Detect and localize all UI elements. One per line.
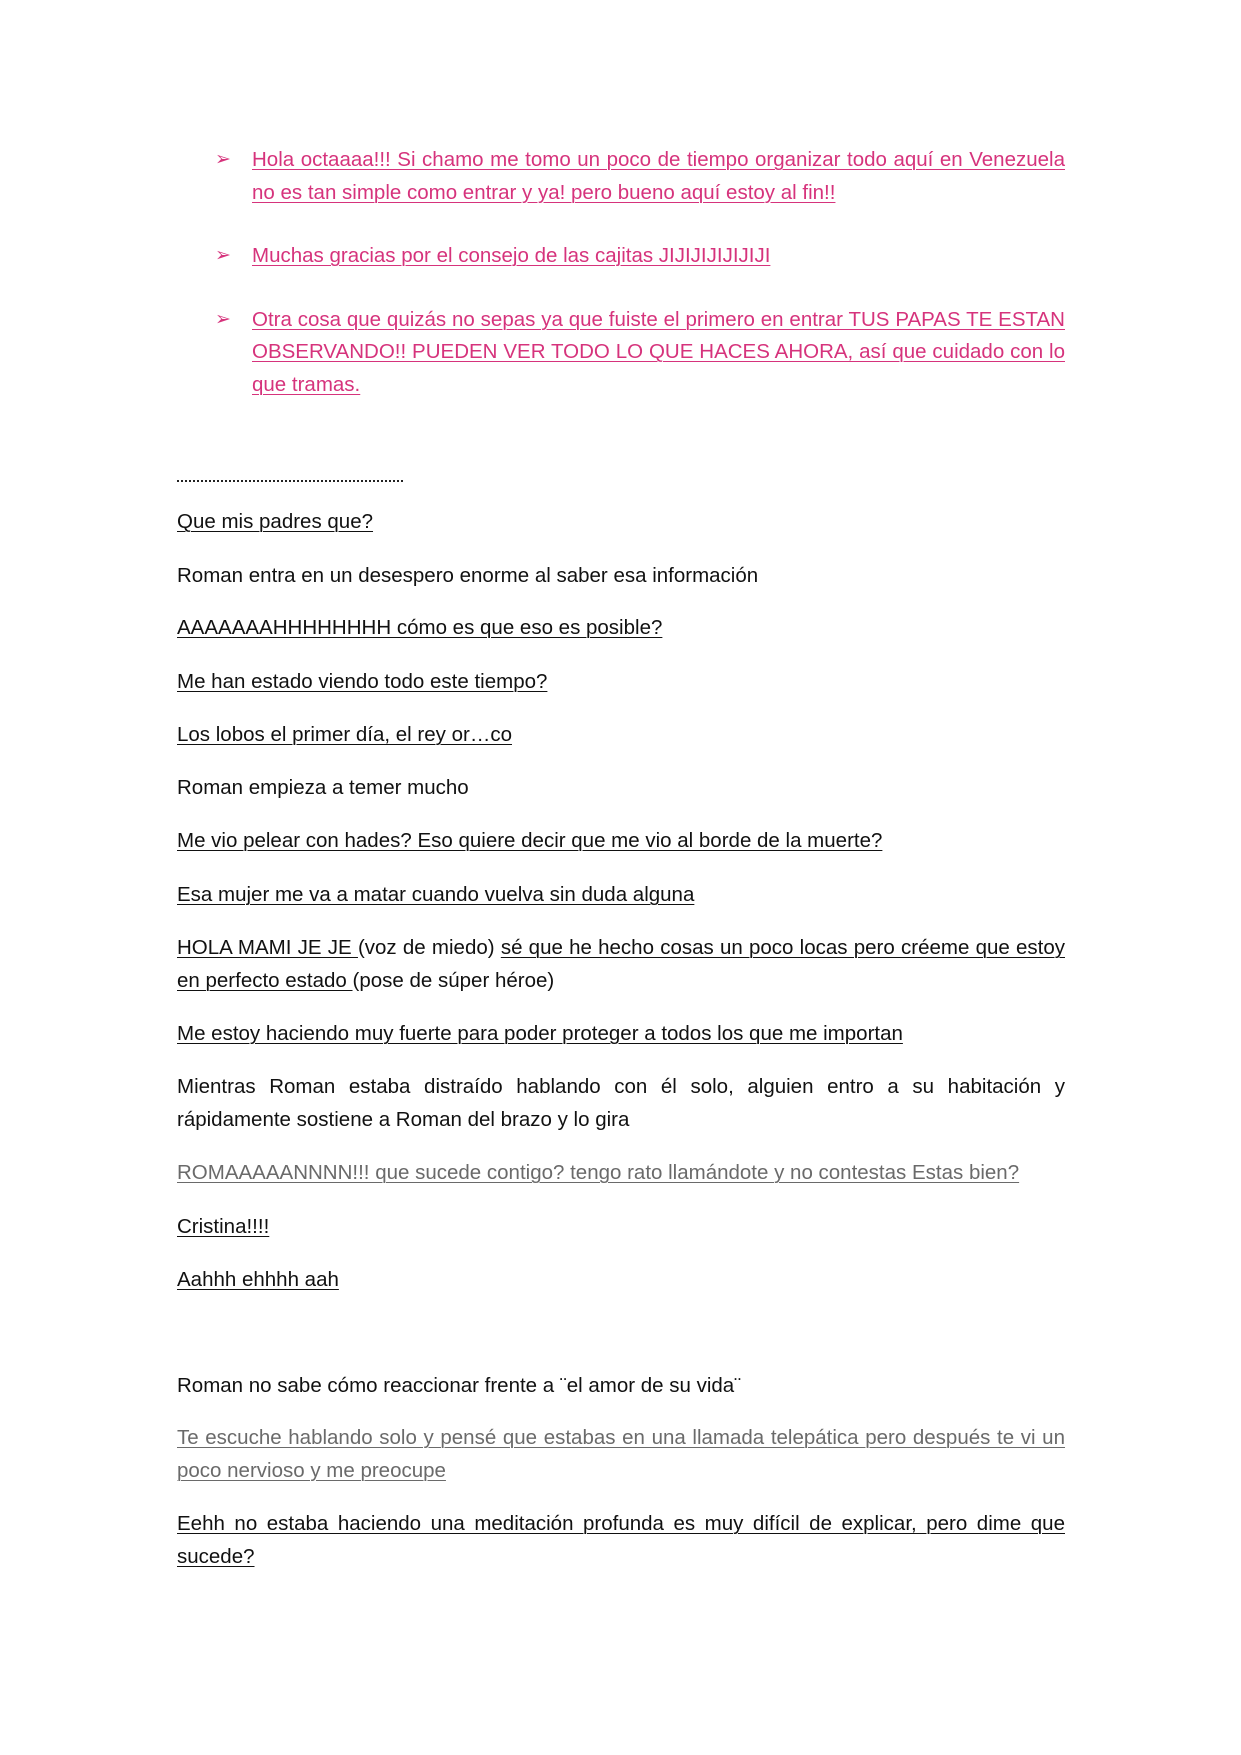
dialogue-text: ROMAAAAANNNN!!! que sucede contigo? tengo rato llamándote y no contestas Estas bien?	[177, 1161, 1020, 1184]
list-item	[215, 304, 1065, 402]
stage-direction: (pose de súper héroe)	[352, 968, 555, 992]
narration-text: Roman no sabe cómo reaccionar frente a ¨el amor de su vida¨	[177, 1374, 742, 1397]
dialogue-line	[177, 1157, 1065, 1190]
dialogue-text: Me estoy haciendo muy fuerte para poder proteger a todos los que me importan	[177, 1022, 903, 1045]
dialogue-line	[177, 825, 1065, 858]
dialogue-text: Esa mujer me va a matar cuando vuelva sin duda alguna	[177, 883, 695, 906]
dialogue-paragraph	[177, 932, 1065, 997]
dialogue-text: HOLA MAMI JE JE	[177, 936, 358, 959]
dialogue-text: Eehh no estaba haciendo una meditación profunda es muy difícil de explicar, pero dime que sucede?	[177, 1512, 1065, 1568]
bullet-text: Otra cosa que quizás no sepas ya que fuiste el primero en entrar TUS PAPAS TE ESTAN OBSERVANDO!! PUEDEN VER TODO LO QUE HACES AHORA, así que cuidado con lo que tramas.	[252, 307, 1065, 396]
bullet-list	[215, 144, 1065, 432]
arrow-bullet-icon: ➢	[215, 149, 231, 170]
dialogue-text: Cristina!!!!	[177, 1215, 270, 1238]
narration-line	[177, 560, 1065, 593]
list-item	[215, 240, 1065, 273]
dialogue-line	[177, 1018, 1065, 1051]
bullet-text: Hola octaaaa!!! Si chamo me tomo un poco de tiempo organizar todo aquí en Venezuela no es tan simple como entrar y ya! pero bueno aquí estoy al fin!!	[252, 148, 1065, 204]
narration-line	[177, 1370, 1065, 1403]
dialogue-line	[177, 879, 1065, 912]
dialogue-text: Aahhh ehhhh aah	[177, 1268, 339, 1291]
dialogue-line	[177, 1264, 1065, 1297]
arrow-bullet-icon: ➢	[215, 308, 231, 330]
dialogue-line	[177, 666, 1065, 699]
narration-line	[177, 772, 1065, 805]
dialogue-text: Me vio pelear con hades? Eso quiere decir que me vio al borde de la muerte?	[177, 829, 883, 852]
dialogue-line	[177, 506, 1065, 539]
dotted-separator	[177, 458, 403, 482]
stage-direction: (voz de miedo)	[357, 936, 501, 959]
arrow-bullet-icon: ➢	[215, 245, 231, 266]
dialogue-text: Te escuche hablando solo y pensé que estabas en una llamada telepática pero después te vi un poco nervioso y me preocupe	[177, 1426, 1065, 1482]
bullet-text: Muchas gracias por el consejo de las cajitas JIJIJIJIJIJIJI	[252, 244, 771, 267]
list-item	[215, 144, 1065, 209]
dialogue-line	[177, 719, 1065, 752]
narration-paragraph	[177, 1071, 1065, 1136]
narration-text: Mientras Roman estaba distraído hablando con él solo, alguien entro a su habitación y rápidamente sostiene a Roman del brazo y lo gira	[177, 1075, 1065, 1131]
narration-text: Roman entra en un desespero enorme al saber esa información	[177, 564, 759, 587]
dialogue-line	[177, 612, 1065, 645]
dialogue-line	[177, 1211, 1065, 1244]
dialogue-paragraph	[177, 1508, 1065, 1573]
dialogue-text: Los lobos el primer día, el rey or…co	[177, 723, 512, 746]
dialogue-text: Me han estado viendo todo este tiempo?	[177, 670, 548, 693]
dialogue-paragraph	[177, 1422, 1065, 1487]
dialogue-text: Que mis padres que?	[177, 510, 374, 533]
dialogue-text: AAAAAAAHHHHHHHH cómo es que eso es posible?	[177, 616, 663, 639]
dialogue-text: sé que he hecho cosas un poco locas pero créeme que estoy en perfecto estado	[177, 936, 1065, 992]
narration-text: Roman empieza a temer mucho	[177, 776, 469, 799]
